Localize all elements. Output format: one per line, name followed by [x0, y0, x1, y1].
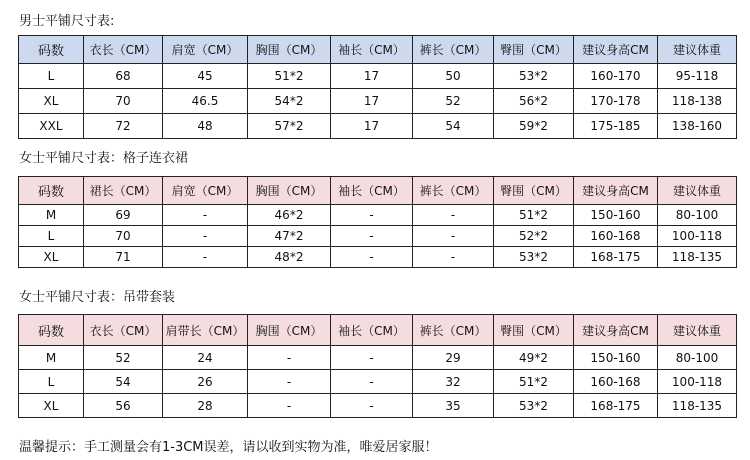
table-cell: 118-135: [658, 247, 737, 268]
table-cell: -: [331, 370, 413, 394]
column-header: 肩宽（CM）: [163, 36, 248, 64]
table-row: [19, 205, 737, 226]
men-size-table-title: 男士平铺尺寸表:: [19, 14, 115, 29]
table-cell: 69: [84, 205, 163, 226]
table-cell: -: [331, 346, 413, 370]
table-cell: 49*2: [494, 346, 574, 370]
column-header: 建议体重: [658, 36, 737, 64]
table-cell: -: [413, 247, 494, 268]
table-cell: 150-160: [574, 205, 658, 226]
table-cell: 52: [413, 89, 494, 114]
table-cell: 17: [331, 64, 413, 89]
table-cell: 160-168: [574, 226, 658, 247]
table-row: [19, 247, 737, 268]
women-cami-table-title: 女士平铺尺寸表：吊带套装: [19, 290, 176, 305]
column-header: 肩宽（CM）: [163, 177, 248, 205]
table-cell: -: [331, 394, 413, 418]
table-cell: 168-175: [574, 247, 658, 268]
table-row: [19, 64, 737, 89]
table-cell: 53*2: [494, 64, 574, 89]
column-header: 肩带长（CM）: [163, 315, 248, 346]
table-cell: -: [248, 346, 331, 370]
table-cell: 26: [163, 370, 248, 394]
column-header: 建议体重: [658, 315, 737, 346]
table-cell: 52: [84, 346, 163, 370]
table-cell: 68: [84, 64, 163, 89]
column-header: 胸围（CM）: [248, 36, 331, 64]
table-cell: 71: [84, 247, 163, 268]
table-header-row: [19, 177, 737, 205]
column-header: 袖长（CM）: [331, 36, 413, 64]
table-row: [19, 346, 737, 370]
table-cell: 32: [413, 370, 494, 394]
column-header: 胸围（CM）: [248, 177, 331, 205]
column-header: 裙长（CM）: [84, 177, 163, 205]
table-cell: 57*2: [248, 114, 331, 139]
size-label-cell: XL: [19, 247, 84, 268]
table-cell: 168-175: [574, 394, 658, 418]
table-cell: 70: [84, 226, 163, 247]
table-row: [19, 394, 737, 418]
table-cell: 17: [331, 114, 413, 139]
table-row: [19, 114, 737, 139]
column-header: 建议身高CM: [574, 177, 658, 205]
table-cell: 150-160: [574, 346, 658, 370]
table-cell: 29: [413, 346, 494, 370]
table-cell: 48: [163, 114, 248, 139]
column-header: 袖长（CM）: [331, 177, 413, 205]
table-cell: -: [163, 205, 248, 226]
size-label-cell: L: [19, 226, 84, 247]
table-row: [19, 226, 737, 247]
table-cell: 70: [84, 89, 163, 114]
men-size-table: [18, 35, 737, 139]
women-dress-table-title: 女士平铺尺寸表：格子连衣裙: [19, 151, 189, 166]
column-header: 臀围（CM）: [494, 315, 574, 346]
women-cami-size-table: [18, 314, 737, 418]
table-cell: 51*2: [494, 205, 574, 226]
table-cell: 53*2: [494, 247, 574, 268]
table-cell: 47*2: [248, 226, 331, 247]
column-header: 袖长（CM）: [331, 315, 413, 346]
table-cell: -: [248, 394, 331, 418]
table-cell: 118-135: [658, 394, 737, 418]
column-header: 码数: [19, 315, 84, 346]
table-cell: 54: [413, 114, 494, 139]
table-cell: 160-168: [574, 370, 658, 394]
column-header: 码数: [19, 177, 84, 205]
table-cell: -: [413, 226, 494, 247]
table-cell: 170-178: [574, 89, 658, 114]
column-header: 建议身高CM: [574, 315, 658, 346]
measurement-tip: 温馨提示：手工测量会有1-3CM误差，请以收到实物为准，唯爱居家服！: [19, 440, 438, 455]
size-label-cell: L: [19, 370, 84, 394]
column-header: 裤长（CM）: [413, 315, 494, 346]
table-cell: 45: [163, 64, 248, 89]
table-cell: 80-100: [658, 205, 737, 226]
table-cell: 80-100: [658, 346, 737, 370]
table-cell: 46*2: [248, 205, 331, 226]
table-cell: 175-185: [574, 114, 658, 139]
table-cell: -: [413, 205, 494, 226]
table-cell: 138-160: [658, 114, 737, 139]
table-row: [19, 89, 737, 114]
table-cell: 51*2: [248, 64, 331, 89]
table-cell: 56*2: [494, 89, 574, 114]
column-header: 衣长（CM）: [84, 315, 163, 346]
table-cell: 100-118: [658, 226, 737, 247]
size-label-cell: XL: [19, 394, 84, 418]
table-cell: 100-118: [658, 370, 737, 394]
table-cell: 48*2: [248, 247, 331, 268]
table-cell: 46.5: [163, 89, 248, 114]
table-cell: 56: [84, 394, 163, 418]
column-header: 衣长（CM）: [84, 36, 163, 64]
table-cell: -: [163, 247, 248, 268]
table-cell: 17: [331, 89, 413, 114]
table-cell: 53*2: [494, 394, 574, 418]
table-cell: 118-138: [658, 89, 737, 114]
table-cell: 51*2: [494, 370, 574, 394]
column-header: 裤长（CM）: [413, 177, 494, 205]
size-label-cell: M: [19, 205, 84, 226]
table-row: [19, 370, 737, 394]
table-cell: -: [248, 370, 331, 394]
column-header: 码数: [19, 36, 84, 64]
column-header: 胸围（CM）: [248, 315, 331, 346]
table-cell: 24: [163, 346, 248, 370]
table-cell: 50: [413, 64, 494, 89]
table-cell: -: [331, 247, 413, 268]
table-cell: 54*2: [248, 89, 331, 114]
table-cell: 52*2: [494, 226, 574, 247]
table-cell: 59*2: [494, 114, 574, 139]
table-cell: -: [331, 226, 413, 247]
table-cell: 72: [84, 114, 163, 139]
table-cell: 54: [84, 370, 163, 394]
size-label-cell: XL: [19, 89, 84, 114]
table-header-row: [19, 36, 737, 64]
column-header: 臀围（CM）: [494, 177, 574, 205]
column-header: 建议体重: [658, 177, 737, 205]
table-cell: 95-118: [658, 64, 737, 89]
table-cell: 35: [413, 394, 494, 418]
size-label-cell: XXL: [19, 114, 84, 139]
table-cell: 160-170: [574, 64, 658, 89]
table-cell: -: [163, 226, 248, 247]
table-cell: -: [331, 205, 413, 226]
column-header: 臀围（CM）: [494, 36, 574, 64]
table-header-row: [19, 315, 737, 346]
column-header: 建议身高CM: [574, 36, 658, 64]
size-label-cell: L: [19, 64, 84, 89]
women-dress-size-table: [18, 176, 737, 268]
column-header: 裤长（CM）: [413, 36, 494, 64]
table-cell: 28: [163, 394, 248, 418]
size-label-cell: M: [19, 346, 84, 370]
